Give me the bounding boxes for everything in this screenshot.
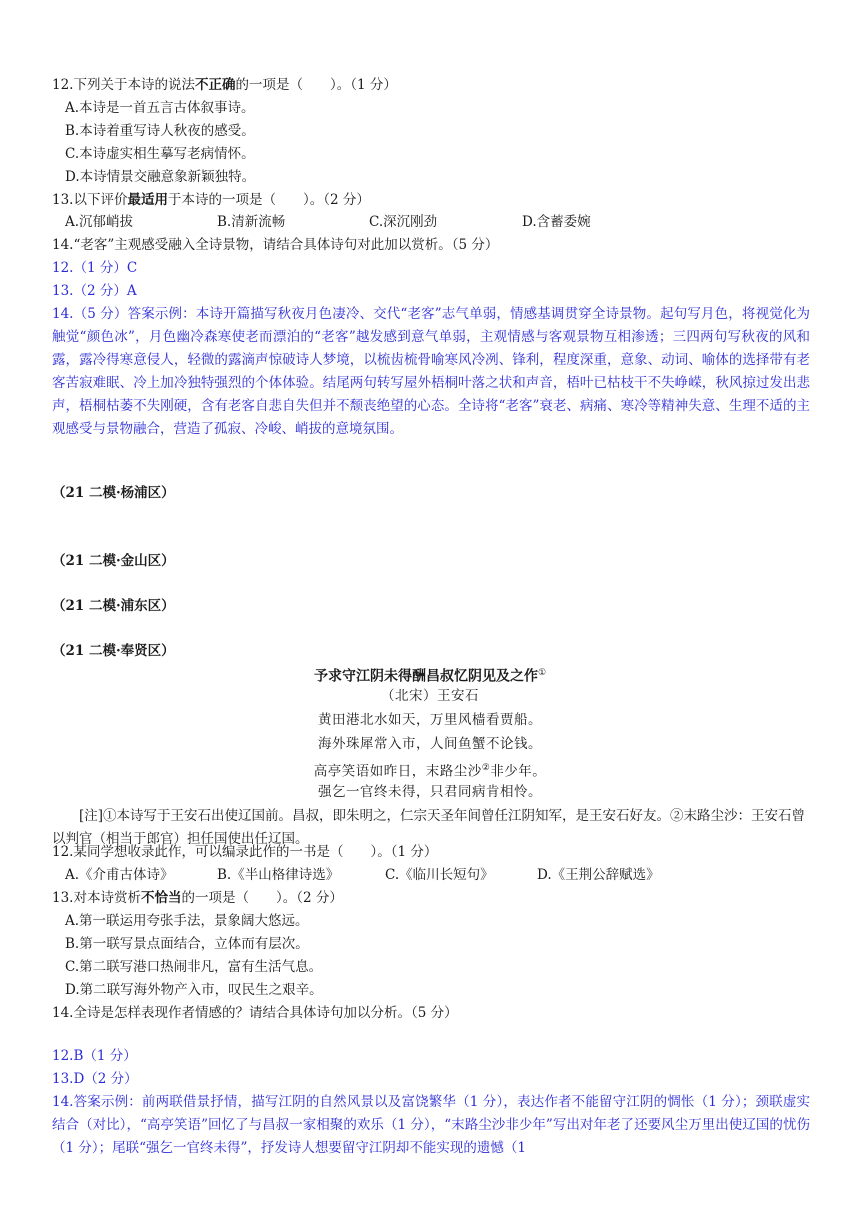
option-a: A.沉郁峭拔	[65, 214, 134, 230]
poem-line-1: 黄田港北水如天，万里风樯看贾船。	[318, 712, 542, 728]
answer-13: 13.D（2 分）	[52, 1071, 138, 1087]
answer-14: 14.（5 分）答案示例：本诗开篇描写秋夜月色凄冷、交代“老客”志气单弱，情感基调贯穿全诗景物。起句写月色，将视觉化为触觉“颜色冰”，月色幽冷森寒使老而漂泊的“老客”越发感到意气单弱，主观情感与客观景物互相渗透；三四两句写秋夜的风和露，露冷得寒意侵人，轻微的露滴声惊破诗人梦境，以梳齿梳骨喻寒风冷冽、锋利，程度深重，意象、动词、喻体的选择带有老客苦寂难眠、冷上加冷独特强烈的个体体验。结尾两句转写屋外梧桐叶落之状和声音，梧叶已枯枝干不失峥嵘，秋风掠过发出悲声，梧桐枯萎不失刚硬，含有老客自悲自失但并不颓丧绝望的心态。全诗将“老客”衰老、病痛、寒冷等精神失意、生理不适的主观感受与景物融合，营造了孤寂、冷峻、峭拔的意境氛围。	[52, 306, 810, 437]
option-c: C.《临川长短句》	[385, 867, 494, 883]
option-a: A.本诗是一首五言古体叙事诗。	[65, 100, 255, 116]
answer-12: 12.（1 分）C	[52, 260, 138, 276]
section-heading-fengxian: （21 二模·奉贤区）	[52, 643, 175, 659]
footnote-mark: ②	[481, 763, 491, 773]
section-heading-yangpu: （21 二模·杨浦区）	[52, 485, 175, 501]
poem-note: [注]①本诗写于王安石出使辽国前。昌叔，即朱明之，仁宗天圣年间曾任江阴知军，是王安石好友。②末路尘沙：王安石曾以判官（相当于郎官）担任国使出任辽国。	[52, 808, 806, 847]
emphasis-text: 不恰当	[140, 890, 182, 906]
question-12: 12.某同学想收录此作，可以编录此作的一书是（ ）。（1 分）	[52, 844, 438, 860]
option-b: B.第一联写景点面结合，立体而有层次。	[65, 936, 309, 952]
question-13-options	[65, 211, 765, 234]
option-c: C.本诗虚实相生摹写老病情怀。	[65, 146, 255, 162]
poem-line-2: 海外珠犀常入市，人间鱼蟹不论钱。	[318, 736, 542, 752]
section-heading-pudong: （21 二模·浦东区）	[52, 598, 175, 614]
option-b: B.《半山格律诗选》	[217, 867, 340, 883]
option-b: B.本诗着重写诗人秋夜的感受。	[65, 123, 255, 139]
emphasis-text: 不正确	[194, 77, 236, 93]
question-12: 12.下列关于本诗的说法不正确的一项是（ ）。（1 分）	[52, 77, 397, 93]
footnote-mark: ①	[537, 668, 547, 678]
option-b: B.清新流畅	[217, 214, 286, 230]
question-13: 13.对本诗赏析不恰当的一项是（ ）。（2 分）	[52, 890, 343, 906]
answer-14: 14.答案示例：前两联借景抒情，描写江阴的自然风景以及富饶繁华（1 分），表达作者不能留守江阴的惆怅（1 分）；颈联虚实结合（对比），“高亭笑语”回忆了与昌叔一家相聚的欢乐（1 分），“末路尘沙非少年”写出对年老了还要风尘万里出使辽国的忧伤（1 分）；尾联“强乞一官终未得”，抒发诗人想要留守江阴却不能实现的遗憾（1	[52, 1094, 810, 1156]
question-13: 13.以下评价最适用于本诗的一项是（ ）。（2 分）	[52, 192, 370, 208]
option-a: A.《介甫古体诗》	[65, 867, 174, 883]
option-d: D.本诗情景交融意象新颖独特。	[65, 169, 256, 185]
answer-12: 12.B（1 分）	[52, 1048, 137, 1064]
option-d: D.《王荆公辞赋选》	[537, 867, 660, 883]
poem-title: 予求守江阴未得酬昌叔忆阴见及之作①	[313, 668, 547, 685]
poem-author: （北宋）王安石	[381, 688, 479, 704]
poem-line-3: 高亭笑语如昨日，末路尘沙②非少年。	[313, 763, 547, 780]
question-14: 14.全诗是怎样表现作者情感的？请结合具体诗句加以分析。（5 分）	[52, 1005, 458, 1021]
answer-13: 13.（2 分）A	[52, 283, 137, 299]
option-d: D.含蓄委婉	[522, 214, 591, 230]
poem-line-4: 强乞一官终未得，只君同病肯相怜。	[318, 784, 542, 800]
emphasis-text: 最适用	[127, 192, 168, 208]
option-d: D.第二联写海外物产入市，叹民生之艰辛。	[65, 982, 323, 998]
option-c: C.第二联写港口热闹非凡，富有生活气息。	[65, 959, 323, 975]
option-a: A.第一联运用夸张手法，景象阔大悠远。	[65, 913, 309, 929]
section-heading-jinshan: （21 二模·金山区）	[52, 553, 175, 569]
question-12-options	[65, 864, 765, 887]
question-14: 14.“老客”主观感受融入全诗景物，请结合具体诗句对此加以赏析。（5 分）	[52, 237, 499, 253]
option-c: C.深沉刚劲	[369, 214, 438, 230]
